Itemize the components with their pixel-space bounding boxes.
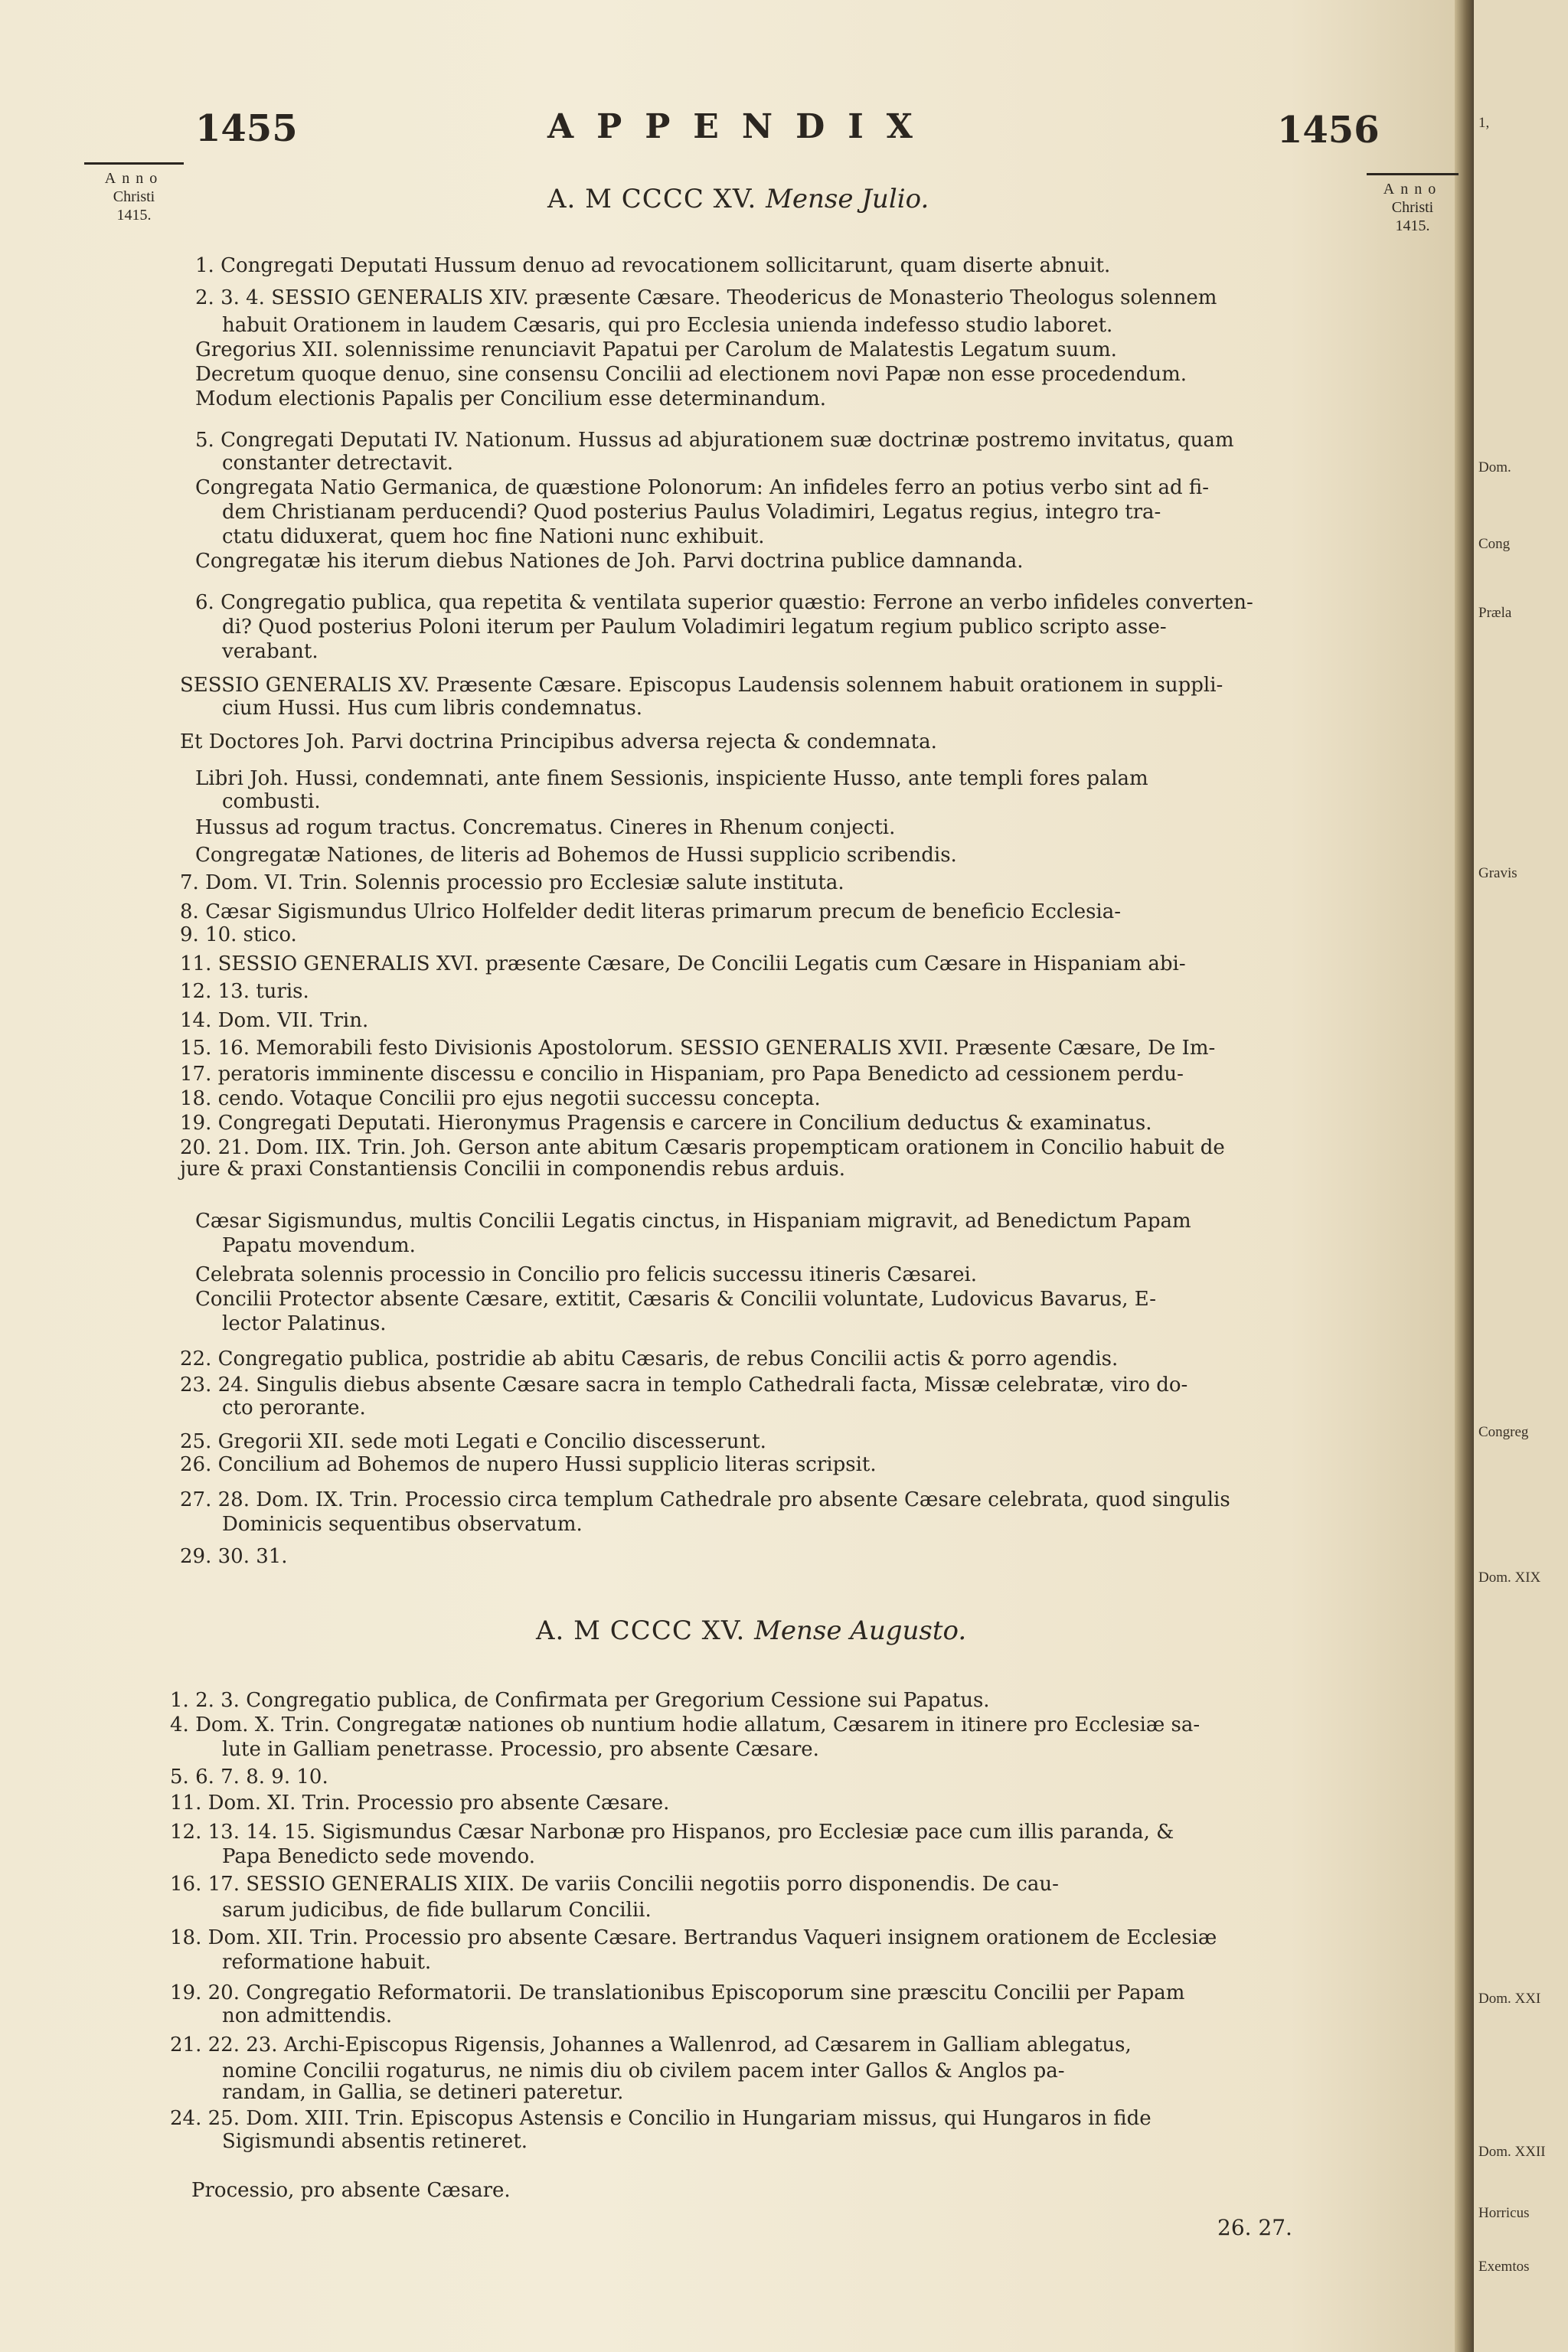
margin-note-right: [1367, 173, 1459, 235]
running-title: APPENDIX: [547, 107, 936, 146]
entry-line: Celebrata solennis processio in Concilio pro felicis successu itineris Cæsarei.: [195, 1263, 978, 1286]
margin-year: 1415.: [116, 207, 152, 224]
entry-line: 27. 28. Dom. IX. Trin. Processio circa templum Cathedrale pro absente Cæsare celebrata, quod singulis: [180, 1488, 1230, 1511]
catchword: 26. 27.: [1217, 2215, 1292, 2240]
entry-line: Cæsar Sigismundus, multis Concilii Legatis cinctus, in Hispaniam migravit, ad Benedictum Papam: [195, 1210, 1191, 1233]
entry-line: randam, in Gallia, se detineri pateretur.: [222, 2081, 624, 2104]
entry-line: 11. SESSIO GENERALIS XVI. præsente Cæsare, De Concilii Legatis cum Cæsare in Hispaniam abi-: [180, 952, 1186, 975]
page-number-right: 1456: [1277, 109, 1380, 152]
margin-anno: Anno: [104, 170, 164, 187]
entry-line: reformatione habuit.: [222, 1951, 432, 1974]
next-page-fragment: Dom. XXII: [1478, 2144, 1546, 2160]
entry-line: 25. Gregorii XII. sede moti Legati e Concilio discesserunt.: [180, 1430, 766, 1453]
entry-line: SESSIO GENERALIS XV. Præsente Cæsare. Episcopus Laudensis solennem habuit orationem in suppli-: [180, 674, 1223, 697]
entry-line: Congregatæ his iterum diebus Nationes de Joh. Parvi doctrina publice damnanda.: [195, 550, 1024, 573]
entry-line: non admittendis.: [222, 2004, 393, 2027]
section-year: A. M CCCC XV.: [536, 1615, 746, 1646]
section-month: Mense Augusto.: [754, 1615, 967, 1646]
entry-line: 12. 13. 14. 15. Sigismundus Cæsar Narbonæ pro Hispanos, pro Ecclesiæ pace cum illis paranda, &: [170, 1821, 1174, 1844]
next-page-fragment: Præla: [1478, 605, 1512, 621]
entry-line: 18. cendo. Votaque Concilii pro ejus negotii successu concepta.: [180, 1087, 821, 1110]
entry-line: 17. peratoris imminente discessu e concilio in Hispaniam, pro Papa Benedicto ad cessionem perdu-: [180, 1063, 1184, 1086]
entry-line: nomine Concilii rogaturus, ne nimis diu ob civilem pacem inter Gallos & Anglos pa-: [222, 2060, 1065, 2082]
entry-line: 5. 6. 7. 8. 9. 10.: [170, 1766, 328, 1788]
next-page-fragment: Dom.: [1478, 459, 1511, 475]
entry-line: Dominicis sequentibus observatum.: [222, 1513, 583, 1536]
next-page-fragment: 1,: [1478, 115, 1490, 131]
entry-line: Congregatæ Nationes, de literis ad Bohemos de Hussi supplicio scribendis.: [195, 844, 957, 867]
entry-line: 1. 2. 3. Congregatio publica, de Confirmata per Gregorium Cessione sui Papatus.: [170, 1689, 990, 1712]
entry-line: 12. 13. turis.: [180, 980, 309, 1003]
entry-line: constanter detrectavit.: [222, 452, 454, 475]
entry-line: 6. Congregatio publica, qua repetita & ventilata superior quæstio: Ferrone an verbo infideles converten-: [195, 591, 1253, 614]
entry-line: 2. 3. 4. SESSIO GENERALIS XIV. præsente Cæsare. Theodericus de Monasterio Theologus solennem: [195, 286, 1217, 309]
entry-line: 26. Concilium ad Bohemos de nupero Hussi supplicio literas scripsit.: [180, 1453, 877, 1476]
margin-christi: Christi: [1391, 199, 1434, 216]
entry-line: 19. Congregati Deputati. Hieronymus Pragensis e carcere in Concilium deductus & examinatus.: [180, 1112, 1152, 1135]
next-page-fragment: Horricus: [1478, 2205, 1530, 2221]
entry-line: 23. 24. Singulis diebus absente Cæsare sacra in templo Cathedrali facta, Missæ celebratæ, viro do-: [180, 1374, 1188, 1396]
entry-line: Decretum quoque denuo, sine consensu Concilii ad electionem novi Papæ non esse procedendum.: [195, 363, 1187, 386]
next-page-fragment: Dom. XIX: [1478, 1570, 1541, 1586]
entry-line: Concilii Protector absente Cæsare, extitit, Cæsaris & Concilii voluntate, Ludovicus Bavarus, E-: [195, 1288, 1157, 1311]
margin-note-left: [84, 162, 184, 224]
section-month: Mense Julio.: [766, 184, 929, 214]
entry-line: cium Hussi. Hus cum libris condemnatus.: [222, 697, 643, 720]
section-heading-augusto: [536, 1615, 966, 1646]
entry-line: cto perorante.: [222, 1396, 366, 1419]
next-page-fragment: Gravis: [1478, 865, 1517, 881]
next-page-fragment: Exemtos: [1478, 2259, 1530, 2275]
entry-line: dem Christianam perducendi? Quod posterius Paulus Voladimiri, Legatus regius, integro tra-: [222, 501, 1161, 524]
margin-year: 1415.: [1395, 217, 1430, 234]
margin-rule: [1367, 173, 1459, 175]
section-year: A. M CCCC XV.: [547, 184, 757, 214]
entry-line: 7. Dom. VI. Trin. Solennis processio pro Ecclesiæ salute instituta.: [180, 871, 844, 894]
entry-line: 1. Congregati Deputati Hussum denuo ad revocationem sollicitarunt, quam diserte abnuit.: [195, 254, 1111, 277]
entry-line: combusti.: [222, 790, 321, 813]
margin-rule: [84, 162, 184, 165]
entry-line: sarum judicibus, de fide bullarum Concilii.: [222, 1899, 652, 1922]
next-page-fragment: Dom. XXI: [1478, 1991, 1541, 2007]
margin-christi: Christi: [113, 188, 155, 205]
running-header: [0, 107, 1466, 153]
entry-line: 4. Dom. X. Trin. Congregatæ nationes ob nuntium hodie allatum, Cæsarem in itinere pro Ecclesiæ sa-: [170, 1713, 1200, 1736]
entry-line: 8. Cæsar Sigismundus Ulrico Holfelder dedit literas primarum precum de beneficio Ecclesia-: [180, 900, 1122, 923]
entry-line: Processio, pro absente Cæsare.: [191, 2179, 511, 2202]
entry-line: 15. 16. Memorabili festo Divisionis Apostolorum. SESSIO GENERALIS XVII. Præsente Cæsare, De Im-: [180, 1037, 1216, 1060]
entry-line: Papa Benedicto sede movendo.: [222, 1845, 536, 1868]
entry-line: Libri Joh. Hussi, condemnati, ante finem Sessionis, inspiciente Husso, ante templi fores palam: [195, 767, 1148, 790]
entry-line: Modum electionis Papalis per Concilium esse determinandum.: [195, 387, 827, 410]
entry-line: 21. 22. 23. Archi-Episcopus Rigensis, Johannes a Wallenrod, ad Cæsarem in Galliam ablegatus,: [170, 2034, 1132, 2056]
entry-line: habuit Orationem in laudem Cæsaris, qui pro Ecclesia unienda indefesso studio laboret.: [222, 314, 1113, 337]
entry-line: 19. 20. Congregatio Reformatorii. De translationibus Episcoporum sine præscitu Concilii per Papam: [170, 1981, 1185, 2004]
entry-line: 9. 10. stico.: [180, 923, 297, 946]
entry-line: di? Quod posterius Poloni iterum per Paulum Voladimiri legatum regium publico scripto asse-: [222, 616, 1167, 639]
entry-line: verabant.: [222, 640, 318, 663]
entry-line: 11. Dom. XI. Trin. Processio pro absente Cæsare.: [170, 1792, 670, 1815]
next-page-fragment: Congreg: [1478, 1424, 1529, 1440]
entry-line: 22. Congregatio publica, postridie ab abitu Cæsaris, de rebus Concilii actis & porro agendis.: [180, 1348, 1119, 1370]
entry-line: Hussus ad rogum tractus. Concrematus. Cineres in Rhenum conjecti.: [195, 816, 896, 839]
entry-line: 20. 21. Dom. IIX. Trin. Joh. Gerson ante abitum Cæsaris propempticam orationem in Concilio habuit de: [180, 1136, 1225, 1159]
entry-line: 14. Dom. VII. Trin.: [180, 1009, 369, 1032]
entry-line: 18. Dom. XII. Trin. Processio pro absente Cæsare. Bertrandus Vaqueri insignem orationem de Ecclesiæ: [170, 1926, 1217, 1949]
entry-line: Et Doctores Joh. Parvi doctrina Principibus adversa rejecta & condemnata.: [180, 730, 937, 753]
next-page-fragment: Cong: [1478, 536, 1511, 552]
entry-line: lute in Galliam penetrasse. Processio, pro absente Cæsare.: [222, 1738, 819, 1761]
entry-line: 29. 30. 31.: [180, 1545, 288, 1568]
entry-line: Papatu movendum.: [222, 1234, 416, 1257]
margin-anno: Anno: [1383, 181, 1442, 198]
entry-line: 24. 25. Dom. XIII. Trin. Episcopus Astensis e Concilio in Hungariam missus, qui Hungaros in fide: [170, 2107, 1152, 2130]
next-page-edge: [1474, 0, 1568, 2352]
page-number-left: 1455: [195, 107, 298, 150]
entry-line: jure & praxi Constantiensis Concilii in componendis rebus arduis.: [180, 1158, 845, 1181]
entry-line: Gregorius XII. solennissime renunciavit Papatui per Carolum de Malatestis Legatum suum.: [195, 338, 1117, 361]
entry-line: Congregata Natio Germanica, de quæstione Polonorum: An infideles ferro an potius verbo sint ad fi-: [195, 476, 1209, 499]
section-heading-julio: [547, 184, 929, 214]
entry-line: lector Palatinus.: [222, 1312, 387, 1335]
entry-line: 16. 17. SESSIO GENERALIS XIIX. De variis Concilii negotiis porro disponendis. De cau-: [170, 1873, 1059, 1896]
entry-line: ctatu diduxerat, quem hoc fine Nationi nunc exhibuit.: [222, 525, 765, 548]
entry-line: Sigismundi absentis retineret.: [222, 2130, 528, 2153]
entry-line: 5. Congregati Deputati IV. Nationum. Hussus ad abjurationem suæ doctrinæ postremo invitatus, quam: [195, 429, 1234, 452]
